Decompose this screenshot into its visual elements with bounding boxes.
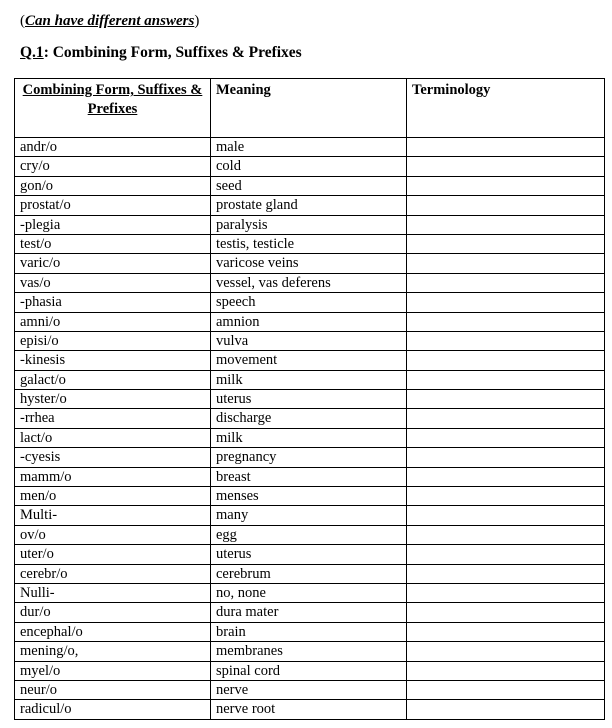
note-open-paren: ( bbox=[20, 13, 25, 29]
terminology-cell bbox=[407, 622, 605, 641]
meaning-cell: brain bbox=[211, 622, 407, 641]
term-cell: cry/o bbox=[15, 157, 211, 176]
terminology-cell bbox=[407, 583, 605, 602]
table-row bbox=[15, 370, 605, 389]
terminology-cell bbox=[407, 448, 605, 467]
table-row bbox=[15, 312, 605, 331]
terminology-cell bbox=[407, 254, 605, 273]
meaning-cell: vessel, vas deferens bbox=[211, 273, 407, 292]
header-combining-form: Combining Form, Suffixes & Prefixes bbox=[15, 79, 211, 138]
meaning-cell: speech bbox=[211, 293, 407, 312]
term-cell: -rrhea bbox=[15, 409, 211, 428]
terminology-cell bbox=[407, 157, 605, 176]
terminology-cell bbox=[407, 409, 605, 428]
meaning-cell: cerebrum bbox=[211, 564, 407, 583]
table-header-row bbox=[15, 79, 605, 138]
terminology-cell bbox=[407, 215, 605, 234]
meaning-cell: seed bbox=[211, 176, 407, 195]
term-cell: ov/o bbox=[15, 525, 211, 544]
table-row bbox=[15, 157, 605, 176]
meaning-cell: amnion bbox=[211, 312, 407, 331]
terminology-cell bbox=[407, 506, 605, 525]
term-cell: men/o bbox=[15, 487, 211, 506]
meaning-cell: membranes bbox=[211, 642, 407, 661]
term-cell: amni/o bbox=[15, 312, 211, 331]
term-cell: test/o bbox=[15, 234, 211, 253]
terminology-cell bbox=[407, 700, 605, 719]
terminology-cell bbox=[407, 564, 605, 583]
question-title-text: : Combining Form, Suffixes & Prefixes bbox=[43, 44, 302, 61]
meaning-cell: nerve bbox=[211, 680, 407, 699]
table-row bbox=[15, 680, 605, 699]
meaning-cell: discharge bbox=[211, 409, 407, 428]
table-row bbox=[15, 293, 605, 312]
terminology-cell bbox=[407, 312, 605, 331]
term-cell: episi/o bbox=[15, 331, 211, 350]
terminology-cell bbox=[407, 370, 605, 389]
table-row bbox=[15, 390, 605, 409]
table-row bbox=[15, 700, 605, 719]
table-row bbox=[15, 642, 605, 661]
term-cell: myel/o bbox=[15, 661, 211, 680]
term-cell: vas/o bbox=[15, 273, 211, 292]
terminology-cell bbox=[407, 273, 605, 292]
terminology-cell bbox=[407, 467, 605, 486]
meaning-cell: dura mater bbox=[211, 603, 407, 622]
meaning-cell: varicose veins bbox=[211, 254, 407, 273]
term-cell: gon/o bbox=[15, 176, 211, 195]
table-row bbox=[15, 506, 605, 525]
terminology-cell bbox=[407, 680, 605, 699]
table-row bbox=[15, 273, 605, 292]
meaning-cell: cold bbox=[211, 157, 407, 176]
meaning-cell: milk bbox=[211, 428, 407, 447]
table-row bbox=[15, 622, 605, 641]
terminology-cell bbox=[407, 331, 605, 350]
terminology-cell bbox=[407, 196, 605, 215]
term-cell: uter/o bbox=[15, 545, 211, 564]
terminology-table bbox=[14, 78, 605, 720]
question-number: Q.1 bbox=[20, 44, 44, 61]
table-row bbox=[15, 234, 605, 253]
meaning-cell: spinal cord bbox=[211, 661, 407, 680]
table-body bbox=[15, 138, 605, 720]
meaning-cell: movement bbox=[211, 351, 407, 370]
table-row bbox=[15, 525, 605, 544]
table-row bbox=[15, 661, 605, 680]
table-row bbox=[15, 603, 605, 622]
term-cell: lact/o bbox=[15, 428, 211, 447]
header-meaning: Meaning bbox=[211, 79, 407, 138]
meaning-cell: no, none bbox=[211, 583, 407, 602]
meaning-cell: egg bbox=[211, 525, 407, 544]
meaning-cell: many bbox=[211, 506, 407, 525]
table-row bbox=[15, 448, 605, 467]
term-cell: -phasia bbox=[15, 293, 211, 312]
table-row bbox=[15, 196, 605, 215]
table-row bbox=[15, 409, 605, 428]
table-row bbox=[15, 564, 605, 583]
meaning-cell: uterus bbox=[211, 545, 407, 564]
terminology-cell bbox=[407, 642, 605, 661]
term-cell: dur/o bbox=[15, 603, 211, 622]
term-cell: -kinesis bbox=[15, 351, 211, 370]
table-row bbox=[15, 254, 605, 273]
term-cell: varic/o bbox=[15, 254, 211, 273]
table-row bbox=[15, 545, 605, 564]
table-row bbox=[15, 487, 605, 506]
meaning-cell: prostate gland bbox=[211, 196, 407, 215]
term-cell: Multi- bbox=[15, 506, 211, 525]
terminology-cell bbox=[407, 390, 605, 409]
table-row bbox=[15, 138, 605, 157]
meaning-cell: breast bbox=[211, 467, 407, 486]
terminology-cell bbox=[407, 661, 605, 680]
terminology-cell bbox=[407, 428, 605, 447]
meaning-cell: vulva bbox=[211, 331, 407, 350]
terminology-cell bbox=[407, 293, 605, 312]
note-text: Can have different answers bbox=[25, 13, 195, 29]
table-row bbox=[15, 176, 605, 195]
table-row bbox=[15, 215, 605, 234]
term-cell: andr/o bbox=[15, 138, 211, 157]
term-cell: mamm/o bbox=[15, 467, 211, 486]
term-cell: Nulli- bbox=[15, 583, 211, 602]
term-cell: neur/o bbox=[15, 680, 211, 699]
header-terminology: Terminology bbox=[407, 79, 605, 138]
term-cell: prostat/o bbox=[15, 196, 211, 215]
meaning-cell: male bbox=[211, 138, 407, 157]
meaning-cell: testis, testicle bbox=[211, 234, 407, 253]
question-title bbox=[20, 42, 302, 64]
meaning-cell: nerve root bbox=[211, 700, 407, 719]
term-cell: galact/o bbox=[15, 370, 211, 389]
meaning-cell: menses bbox=[211, 487, 407, 506]
terminology-cell bbox=[407, 351, 605, 370]
terminology-cell bbox=[407, 545, 605, 564]
term-cell: -plegia bbox=[15, 215, 211, 234]
meaning-cell: pregnancy bbox=[211, 448, 407, 467]
meaning-cell: milk bbox=[211, 370, 407, 389]
table-row bbox=[15, 428, 605, 447]
meaning-cell: uterus bbox=[211, 390, 407, 409]
term-cell: hyster/o bbox=[15, 390, 211, 409]
note-close-paren: ) bbox=[194, 13, 200, 29]
term-cell: -cyesis bbox=[15, 448, 211, 467]
term-cell: cerebr/o bbox=[15, 564, 211, 583]
table-row bbox=[15, 351, 605, 370]
table-row bbox=[15, 331, 605, 350]
terminology-cell bbox=[407, 525, 605, 544]
terminology-cell bbox=[407, 487, 605, 506]
terminology-cell bbox=[407, 176, 605, 195]
term-cell: radicul/o bbox=[15, 700, 211, 719]
term-cell: mening/o, bbox=[15, 642, 211, 661]
terminology-cell bbox=[407, 603, 605, 622]
table-row bbox=[15, 467, 605, 486]
meaning-cell: paralysis bbox=[211, 215, 407, 234]
term-cell: encephal/o bbox=[15, 622, 211, 641]
terminology-cell bbox=[407, 138, 605, 157]
table-row bbox=[15, 583, 605, 602]
instruction-note bbox=[20, 11, 199, 31]
terminology-cell bbox=[407, 234, 605, 253]
